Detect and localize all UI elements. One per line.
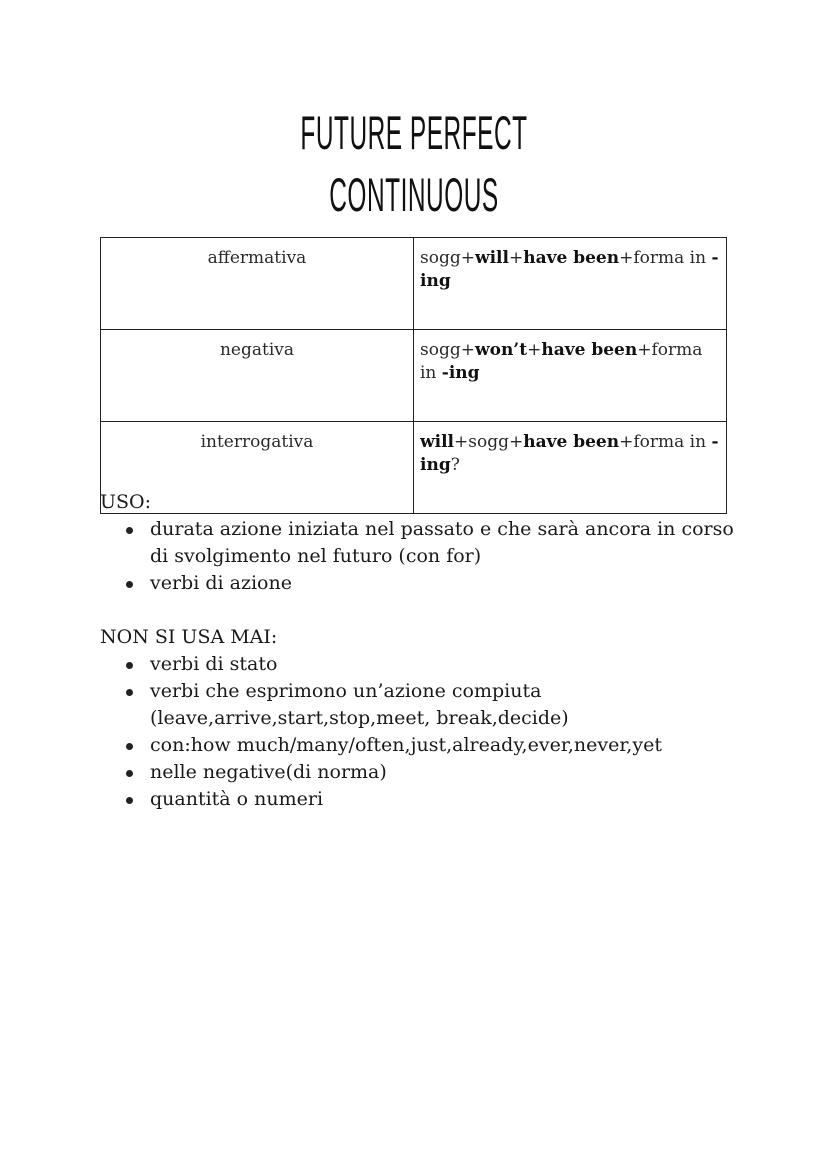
formula-keyword: have been bbox=[523, 248, 620, 268]
list-item: verbi che esprimono un’azione compiuta (leave,arrive,start,stop,meet, break,decide) bbox=[150, 678, 740, 732]
uso-section bbox=[100, 489, 740, 597]
list-item: con:how much/many/often,just,already,ever,never,yet bbox=[150, 732, 740, 759]
list-item: durata azione iniziata nel passato e che sarà ancora in corso di svolgimento nel futuro (con for) bbox=[150, 516, 740, 570]
row-label: affermativa bbox=[101, 238, 414, 330]
table-row bbox=[101, 238, 727, 330]
uso-heading: USO: bbox=[100, 491, 152, 513]
formula-keyword: -ing bbox=[420, 432, 719, 475]
row-label: negativa bbox=[101, 330, 414, 422]
list-item: verbi di azione bbox=[150, 570, 740, 597]
formula-keyword: won’t bbox=[474, 340, 528, 360]
formula-text: + bbox=[508, 248, 524, 268]
formula-keyword: will bbox=[420, 432, 455, 452]
formula-keyword: -ing bbox=[420, 248, 719, 291]
list-item: verbi di stato bbox=[150, 651, 740, 678]
row-label: interrogativa bbox=[101, 422, 414, 514]
list-item: nelle negative(di norma) bbox=[150, 759, 740, 786]
formula-text: +sogg+ bbox=[454, 432, 524, 452]
grammar-table bbox=[100, 237, 727, 514]
formula-keyword: will bbox=[474, 248, 509, 268]
formula-text: +forma in bbox=[420, 340, 703, 383]
uso-list bbox=[100, 516, 740, 597]
formula-keyword: have been bbox=[541, 340, 638, 360]
row-formula bbox=[414, 330, 727, 422]
title-line-1: FUTURE PERFECT bbox=[300, 106, 528, 159]
formula-text: +forma in bbox=[619, 432, 712, 452]
formula-text: sogg+ bbox=[420, 340, 475, 360]
formula-text: +forma in bbox=[619, 248, 712, 268]
formula-text: + bbox=[527, 340, 542, 360]
title-line-2: CONTINUOUS bbox=[329, 168, 499, 221]
list-item: quantità o numeri bbox=[150, 786, 740, 813]
page-title bbox=[199, 102, 630, 226]
table-row bbox=[101, 330, 727, 422]
formula-keyword: have been bbox=[523, 432, 620, 452]
formula-text: sogg+ bbox=[420, 248, 475, 268]
non-si-usa-list bbox=[100, 651, 740, 813]
row-formula bbox=[414, 238, 727, 330]
formula-text: ? bbox=[450, 455, 460, 475]
formula-keyword: -ing bbox=[441, 363, 480, 383]
non-si-usa-heading: NON SI USA MAI: bbox=[100, 626, 278, 648]
non-si-usa-section bbox=[100, 624, 740, 813]
